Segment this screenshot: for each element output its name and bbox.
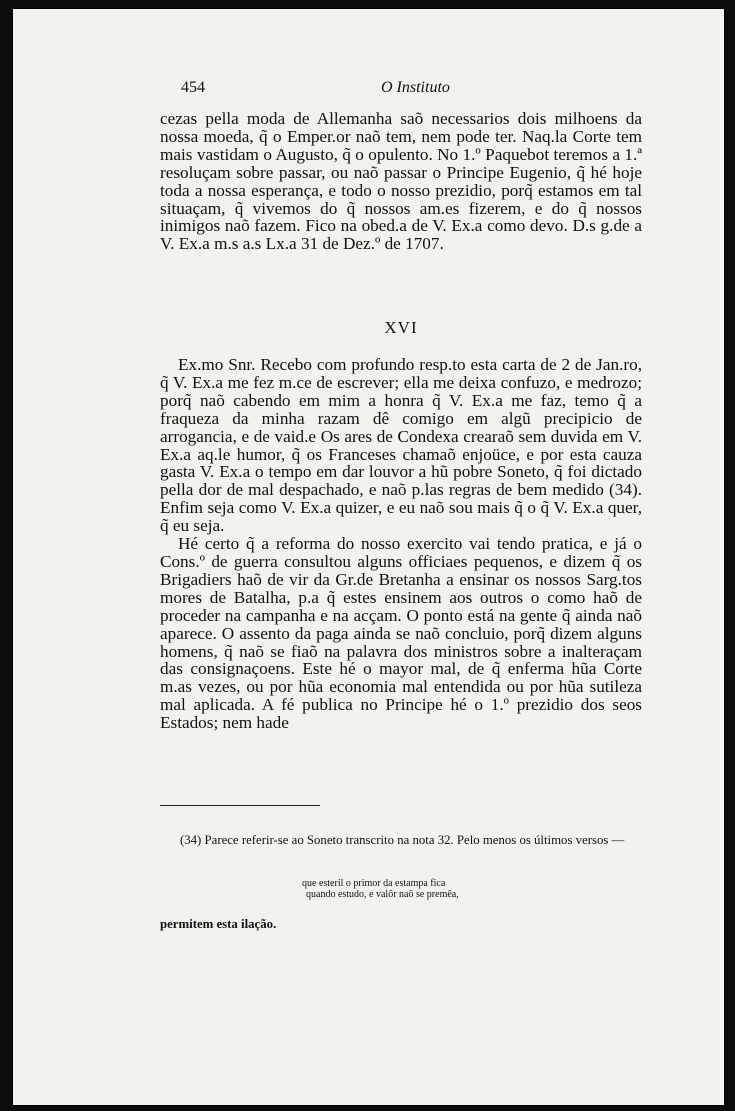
footnote-text: (34) Parece referir-se ao Soneto transcrito na nota 32. Pelo menos os últimos versos —: [180, 833, 625, 847]
verse-line: quando estudo, e valôr naõ se premêa,: [306, 889, 459, 900]
paragraph: Ex.mo Snr. Recebo com profundo resp.to esta carta de 2 de Jan.ro, q̃ V. Ex.a me fez m.ce de escrever; ella me deixa confuzo, e medrozo; porq̃ naõ cabendo em mim a honra q̃ V. Ex.a me faz, temo q̃ a fraqueza da minha razam dê comigo em algũ precipicio de arrogancia, e de vaid.e Os ares de Condexa crearaõ sem duvida em V. Ex.a aq.le humor, q̃ os Franceses chamaõ enjoüce, e por esta cauza gasta V. Ex.a o tempo em dar louvor a hũ pobre Soneto, q̃ foi dictado pella dor de mal despachado, e naõ p.las regras de bem medido (34). Enfim seja como V. Ex.a quizer, e eu naõ sou mais q̃ o q̃ V. Ex.a quer, q̃ eu seja.: [160, 355, 642, 536]
running-title: O Instituto: [381, 79, 450, 96]
verse-line: que esteril o primor da estampa fica: [302, 878, 446, 889]
body-text-top: [160, 110, 642, 253]
page-header: [181, 79, 481, 103]
page-number: 454: [181, 79, 205, 96]
paragraph: cezas pella moda de Allemanha saõ necessarios dois milhoens da nossa moeda, q̃ o Emper.or naõ tem, nem pode ter. Naq.la Corte tem mais vastidam o Augusto, q̃ o opulento. No 1.º Paquebot teremos a 1.ª resoluçam sobre passar, ou naõ passar o Principe Eugenio, q̃ hé hoje toda a nossa esperança, e todo o nosso prezidio, porq̃ estamos em tal situaçam, q̃ vivemos do q̃ nossos am.es fizerem, e do q̃ nossos inimigos naõ fazem. Fico na obed.a de V. Ex.a como devo. D.s g.de a V. Ex.a m.s a.s Lx.a 31 de Dez.º de 1707.: [160, 109, 642, 254]
quoted-verse: [302, 878, 542, 900]
section-title: XVI: [384, 318, 418, 337]
body-text-main: [160, 356, 642, 732]
footnote-closing: permitem esta ilação.: [160, 917, 277, 931]
footnote-divider: [160, 805, 320, 806]
footnote: [160, 832, 642, 848]
paragraph: Hé certo q̃ a reforma do nosso exercito vai tendo pratica, e já o Cons.º de guerra consultou alguns officiaes pequenos, e dizem q̃ os Brigadiers haõ de vir da Gr.de Bretanha a ensinar os nossos Sarg.tos mores de Batalha, p.a q̃ estes ensinem aos outros o como haõ de proceder na campanha e na acçam. O ponto está na gente q̃ ainda naõ aparece. O assento da paga ainda se naõ concluio, porq̃ dizem alguns homens, q̃ naõ se fiaõ na palavra dos ministros sobre a inalteraçam das consignaçoens. Este hé o mayor mal, de q̃ enferma hũa Corte m.as vezes, ou por hũa economia mal entendida ou por hũa sutileza mal aplicada. A fé publica no Principe hé o 1.º prezidio dos seos Estados; nem hade: [160, 534, 642, 733]
